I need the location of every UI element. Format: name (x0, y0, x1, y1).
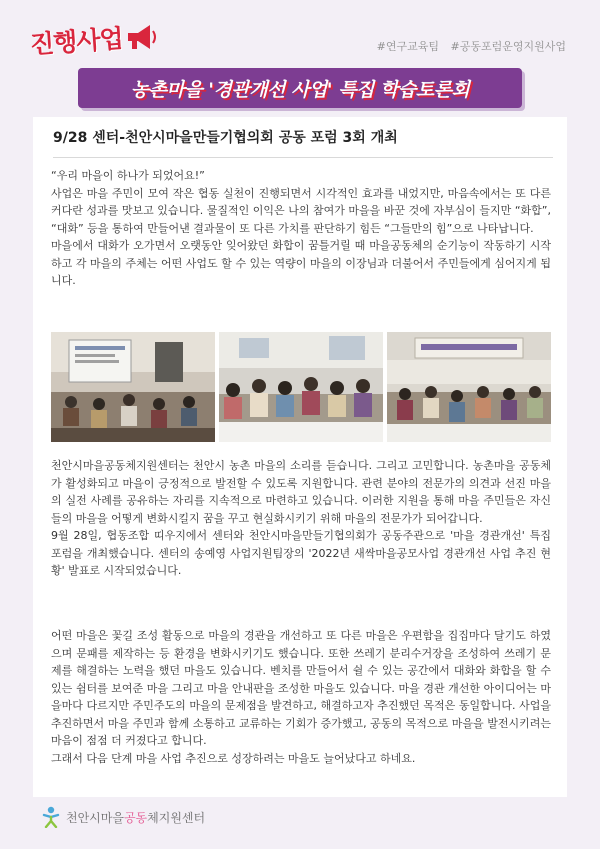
forum-photo (387, 332, 551, 442)
forum-photo (51, 332, 215, 442)
article-section-1 (51, 167, 551, 290)
paragraph: 마을에서 대화가 오가면서 오랫동안 잊어왔던 화합이 꿈틀거릴 때 마을공동체의 순기능이 작동하기 시작하고 각 마을의 주체는 어떤 사업도 할 수 있는 역량이 마을의 이장님과 더불어서 주민들에게 심어지게 됩니다. (51, 239, 551, 287)
page-footer (42, 806, 205, 828)
paragraph: 사업은 마을 주민이 모여 작은 협동 실천이 진행되면서 시각적인 효과를 내었지만, 마음속에서는 또 다른 커다란 성과를 맛보고 있습니다. 물질적인 이익은 나의 참여가 마을을 바꾼 것에 자부심이 들지만 “화합”, “대화” 등을 통하여 만들어낸 결과물이 또 다른 가치를 판단하기 힘든 “그들만의 힘”으로 나타납니다. (51, 186, 551, 235)
forum-photo (219, 332, 383, 442)
hashtag-list (377, 38, 566, 54)
banner-title: 농촌마을 '경관개선 사업' 특집 학습토론회 (130, 78, 470, 101)
paragraph: 어떤 마을은 꽃길 조성 활동으로 마을의 경관을 개선하고 또 다른 마을은 우편함을 집집마다 달기도 하였으며 문패를 제작하는 등 환경을 변화시키기도 했습니다. 또한 쓰레기 분리수거장을 조성하여 쓰레기 문제를 해결하는 노력을 했던 마을도 있습니다. 벤치를 만들어서 쉴 수 있는 공간에서 대화와 화합을 할 수 있는 쉼터를 보여준 마을 그리고 마을 안내판을 조성한 마을도 있습니다. 마을 경관 개선한 아이디어는 마을마다 다르지만 주민주도의 마을의 문제점을 발견하고, 해결하고자 추진했던 목적은 동일합니다. 사업을 추진하면서 마을 주민과 함께 소통하고 교류하는 기회가 증가했고, 공동의 목적으로 마을을 발전시키려는 마음이 점점 더 커졌다고 합니다. (51, 629, 551, 747)
org-name: 천안시마을공동체지원센터 (66, 810, 206, 825)
megaphone-icon (124, 22, 158, 52)
person-logo-icon (42, 806, 60, 828)
paragraph: 천안시마을공동체지원센터는 천안시 농촌 마을의 소리를 듣습니다. 그리고 고민합니다. 농촌마을 공동체가 활성화되고 마을이 긍정적으로 발전할 수 있도록 지원합니다. 관련 분야의 전문가의 의견과 선진 마을의 실전 사례를 공유하는 자리를 지속적으로 마련하고 있습니다. 이러한 지원을 통해 마을 주민들은 자신들의 마을을 어떻게 변화시킬지 꿈을 꾸고 현실화시키기 위해 마을의 전문가가 되어갑니다. (51, 459, 551, 525)
article-section-2 (51, 457, 551, 580)
hashtag[interactable]: #연구교육팀 (376, 40, 440, 53)
program-logo: 진행사업 (29, 23, 124, 60)
photo-strip (51, 332, 551, 442)
paragraph: 그래서 다음 단계 마을 사업 추진으로 성장하려는 마을도 늘어났다고 하네요. (51, 751, 416, 765)
article-title: 9/28 센터-천안시마을만들기협의회 공동 포럼 3회 개최 (53, 127, 553, 158)
title-banner (78, 68, 522, 108)
article-section-3 (51, 627, 551, 767)
page-header (0, 0, 600, 110)
hashtag[interactable]: #공동포럼운영지원사업 (450, 40, 566, 53)
article-card (33, 117, 567, 797)
paragraph: 9월 28일, 협동조합 띠우지에서 센터와 천안시마을만들기협의회가 공동주관으로 '마을 경관개선' 특집 포럼을 개최했습니다. 센터의 송예영 사업지원팀장의 '2022년 새싹마을공모사업 경관개선 사업 추진 현황' 발표로 시작되었습니다. (51, 529, 551, 577)
quote-line: “우리 마을이 하나가 되었어요!” (51, 169, 205, 182)
